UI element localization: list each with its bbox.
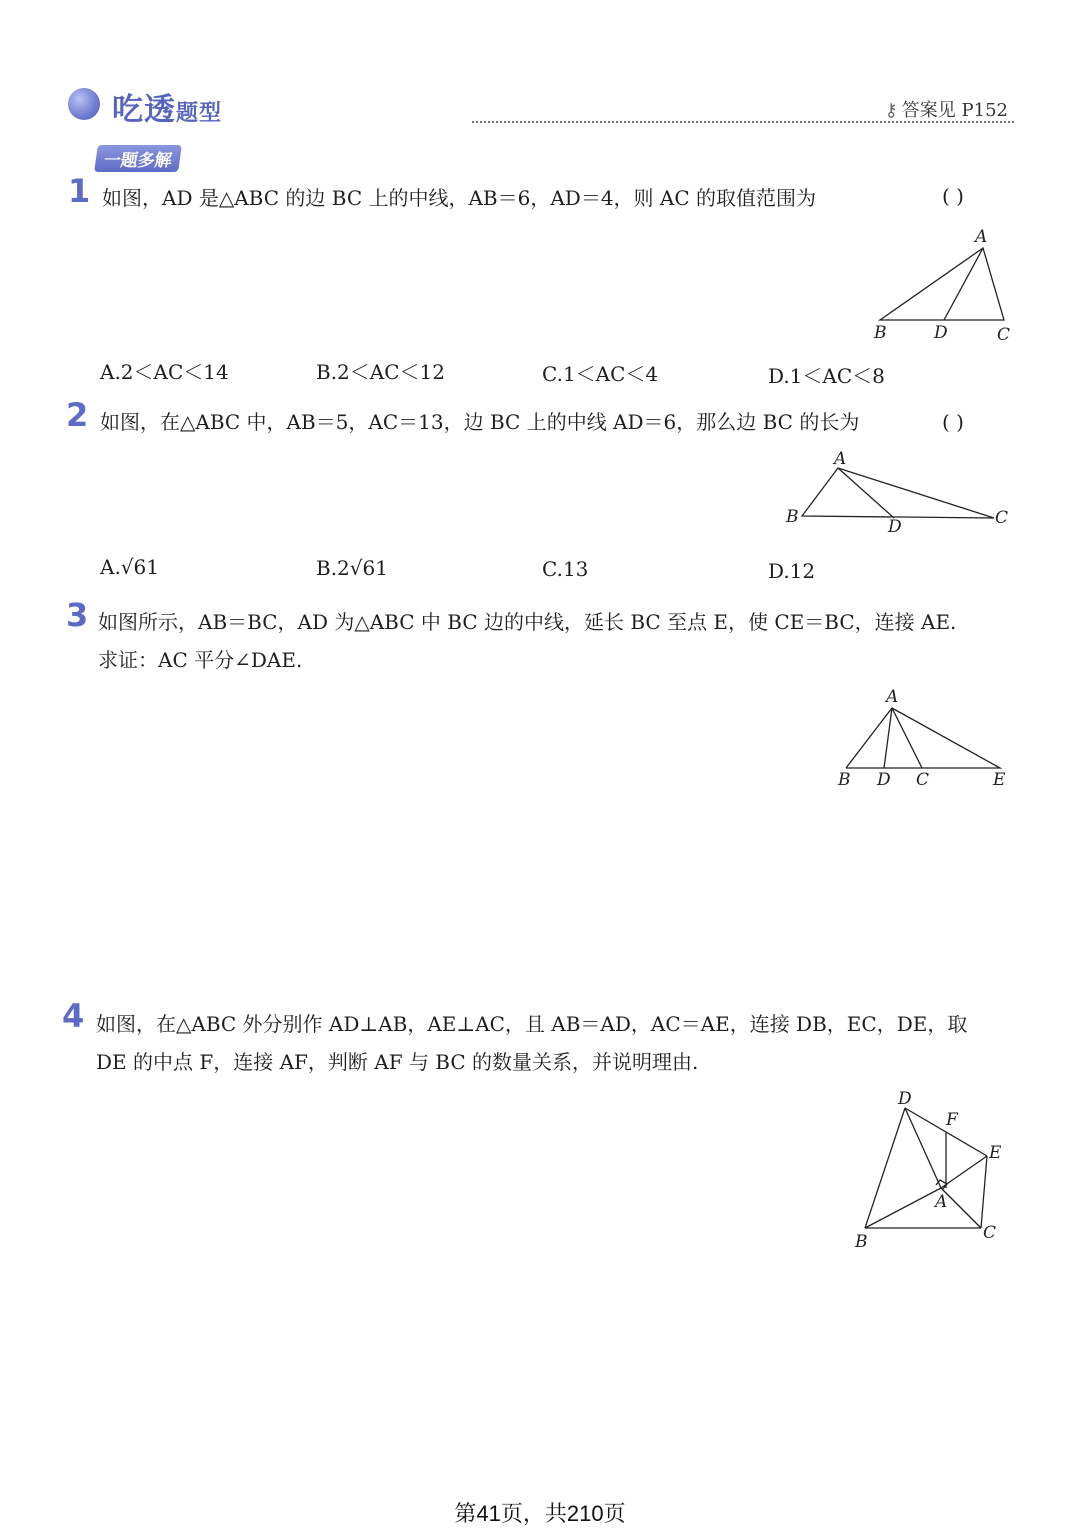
question-text-line1: 如图所示，AB＝BC，AD 为△ABC 中 BC 边的中线，延长 BC 至点 E，使 CE＝BC，连接 AE.	[98, 610, 957, 634]
question-number: 3	[66, 596, 89, 634]
option-b: B.2＜AC＜12	[316, 360, 445, 384]
segment-ec	[981, 1156, 987, 1228]
question-text-line1: 如图，在△ABC 外分别作 AD⊥AB，AE⊥AC，且 AB＝AD，AC＝AE，连接 DB，EC，DE，取	[96, 1012, 968, 1036]
header-divider	[472, 121, 1014, 123]
option-a: A.√61	[100, 555, 159, 579]
triangle-figure-q4	[845, 1088, 1025, 1258]
section-title	[112, 84, 222, 129]
label-b: B	[786, 507, 799, 527]
label-b: B	[874, 323, 887, 343]
question-number: 4	[62, 997, 85, 1035]
label-b: B	[855, 1232, 868, 1252]
triangle-figure-q1	[860, 222, 1030, 350]
triangle-abc	[880, 248, 1004, 320]
label-a: A	[834, 449, 847, 469]
triangle-figure-q3	[830, 684, 1020, 794]
page-number: 第41页，共210页	[454, 1501, 626, 1526]
section-title-main: 吃透	[112, 92, 176, 128]
question-text-line2: DE 的中点 F，连接 AF，判断 AF 与 BC 的数量关系，并说明理由.	[96, 1050, 699, 1074]
label-a: A	[886, 687, 899, 707]
section-title-sub: 题型	[176, 101, 223, 126]
section-logo	[68, 84, 258, 128]
option-c: C.1＜AC＜4	[542, 362, 659, 386]
label-d: D	[898, 1089, 912, 1109]
label-e: E	[989, 1143, 1002, 1163]
question-number: 2	[66, 396, 89, 434]
label-c: C	[995, 508, 1009, 528]
triangle-figure-q2	[780, 446, 1020, 540]
section-tag: 一题多解	[94, 145, 182, 172]
answer-reference-text: 答案见 P152	[901, 100, 1008, 121]
label-c: C	[997, 325, 1011, 345]
label-b: B	[838, 770, 851, 790]
question-text-line2: 求证：AC 平分∠DAE.	[98, 648, 303, 672]
label-a: A	[935, 1192, 948, 1212]
option-d: D.1＜AC＜8	[768, 364, 885, 388]
question-number: 1	[68, 172, 91, 210]
question-text: 如图，在△ABC 中，AB＝5，AC＝13，边 BC 上的中线 AD＝6，那么边 BC 的长为	[100, 410, 860, 434]
segment-ae	[941, 1156, 987, 1188]
option-d: D.12	[768, 559, 816, 583]
answer-parentheses: ( )	[942, 410, 964, 434]
label-d: D	[888, 517, 902, 537]
label-c: C	[916, 770, 930, 790]
segment-ad	[905, 1108, 941, 1188]
answer-parentheses: ( )	[942, 184, 964, 208]
key-icon: ⚷	[884, 100, 898, 121]
label-a: A	[975, 227, 988, 247]
question-text: 如图，AD 是△ABC 的边 BC 上的中线，AB＝6，AD＝4，则 AC 的取值范围为	[102, 186, 817, 210]
label-f: F	[946, 1110, 958, 1130]
median-ad	[838, 468, 894, 518]
answer-reference	[885, 96, 1008, 122]
triangle-abe	[846, 708, 1000, 768]
logo-circle-icon	[68, 88, 100, 120]
median-ad	[944, 248, 983, 320]
label-d: D	[934, 323, 948, 343]
label-e: E	[993, 770, 1006, 790]
option-b: B.2√61	[316, 556, 388, 580]
option-c: C.13	[542, 557, 589, 581]
option-a: A.2＜AC＜14	[100, 360, 229, 384]
label-d: D	[877, 770, 891, 790]
triangle-abc	[802, 468, 994, 518]
label-c: C	[983, 1223, 997, 1243]
